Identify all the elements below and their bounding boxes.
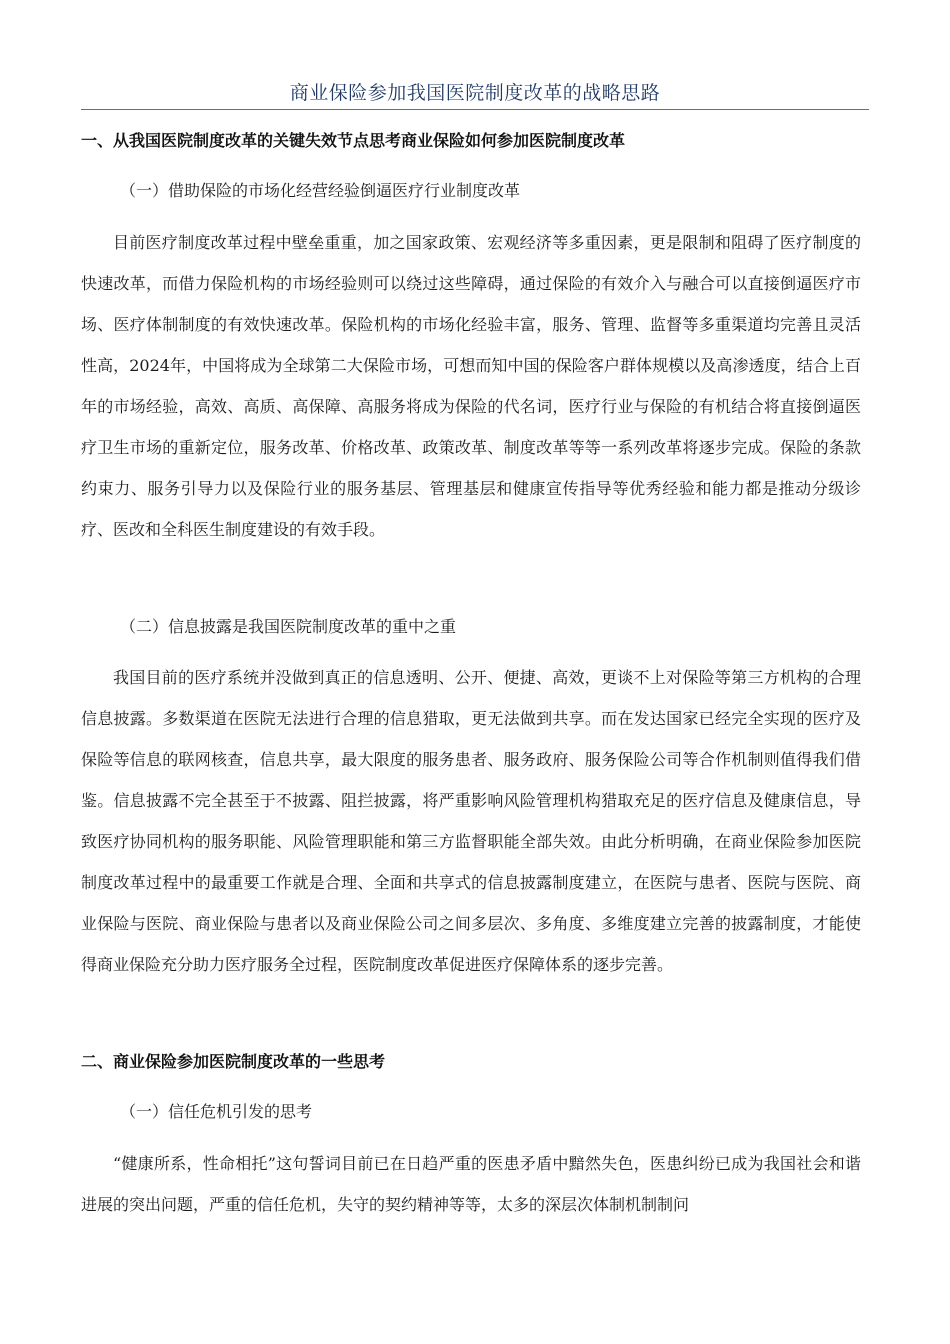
title-underline: [81, 109, 869, 110]
section-2-1-heading: （一）信任危机引发的思考: [120, 1102, 313, 1121]
section-1-1-paragraph: 目前医疗制度改革过程中壁垒重重，加之国家政策、宏观经济等多重因素，更是限制和阻碍了医疗制度的快速改革，而借力保险机构的市场经验则可以绕过这些障碍，通过保险的有效介入与融合可以直接倒逼医疗市场、医疗体制制度的有效快速改革。保险机构的市场化经验丰富，服务、管理、监督等多重渠道均完善且灵活性高，2024年，中国将成为全球第二大保险市场，可想而知中国的保险客户群体规模以及高渗透度，结合上百年的市场经验，高效、高质、高保障、高服务将成为保险的代名词，医疗行业与保险的有机结合将直接倒逼医疗卫生市场的重新定位，服务改革、价格改革、政策改革、制度改革等等一系列改革将逐步完成。保险的条款约束力、服务引导力以及保险行业的服务基层、管理基层和健康宣传指导等优秀经验和能力都是推动分级诊疗、医改和全科医生制度建设的有效手段。: [81, 233, 861, 539]
section-2-heading: 二、商业保险参加医院制度改革的一些思考: [81, 1052, 386, 1071]
section-2-1-paragraph: “健康所系，性命相托”这句誓词目前已在日趋严重的医患矛盾中黯然失色，医患纠纷已成为我国社会和谐进展的突出问题，严重的信任危机，失守的契约精神等等，太多的深层次体制机制制问: [81, 1154, 861, 1214]
section-1-2-heading: （二）信息披露是我国医院制度改革的重中之重: [120, 617, 457, 636]
document-title: 商业保险参加我国医院制度改革的战略思路: [289, 82, 661, 104]
section-1-2-paragraph: 我国目前的医疗系统并没做到真正的信息透明、公开、便捷、高效，更谈不上对保险等第三方机构的合理信息披露。多数渠道在医院无法进行合理的信息猎取，更无法做到共享。而在发达国家已经完全实现的医疗及保险等信息的联网核查，信息共享，最大限度的服务患者、服务政府、服务保险公司等合作机制则值得我们借鉴。信息披露不完全甚至于不披露、阻拦披露，将严重影响风险管理机构猎取充足的医疗信息及健康信息，导致医疗协同机构的服务职能、风险管理职能和第三方监督职能全部失效。由此分析明确，在商业保险参加医院制度改革过程中的最重要工作就是合理、全面和共享式的信息披露制度建立，在医院与患者、医院与医院、商业保险与医院、商业保险与患者以及商业保险公司之间多层次、多角度、多维度建立完善的披露制度，才能使得商业保险充分助力医疗服务全过程，医院制度改革促进医疗保障体系的逐步完善。: [81, 668, 861, 974]
section-1-heading: 一、从我国医院制度改革的关键失效节点思考商业保险如何参加医院制度改革: [81, 131, 626, 150]
section-1-1-heading: （一）借助保险的市场化经营经验倒逼医疗行业制度改革: [120, 181, 521, 200]
